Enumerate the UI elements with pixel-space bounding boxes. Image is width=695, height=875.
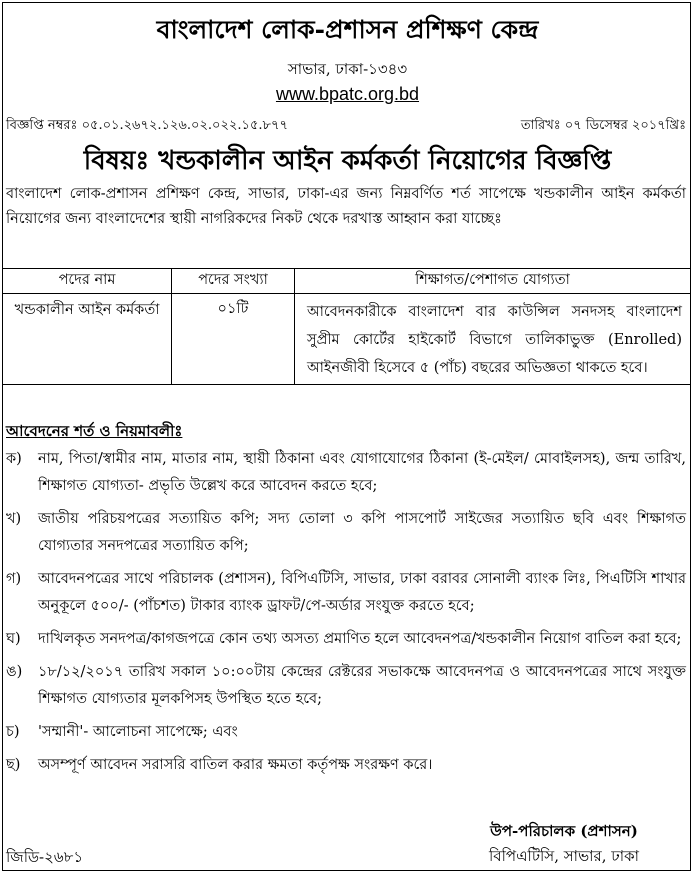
signatory-title: উপ-পরিচালক (প্রশাসন) [490,822,638,840]
signature-block [464,820,664,870]
signatory-org: বিপিএটিসি, সাভার, ঢাকা [489,847,639,865]
rule-text: অসম্পূর্ণ আবেদন সরাসরি বাতিল করার ক্ষমতা কর্তৃপক্ষ সংরক্ষণ করে। [38,757,433,773]
rule-marker: খ) [6,511,22,527]
post-count-cell: ০১টি [172,294,295,385]
post-name-cell: খন্ডকালীন আইন কর্মকর্তা [3,294,172,385]
rule-marker: ছ) [6,757,21,773]
org-name: বাংলাদেশ লোক-প্রশাসন প্রশিক্ষণ কেন্দ্র [156,15,539,44]
rule-text: নাম, পিতা/স্বামীর নাম, মাতার নাম, স্থায়ী ঠিকানা এবং যোগাযোগের ঠিকানা (ই-মেইল/ মোবাইলসহ), জন্ম তারিখ, শিক্ষাগত যোগ্যতা- প্রভৃতি উল্লেখ করে আবেদন করতে হবে; [38,451,686,494]
notice-date: তারিখঃ ০৭ ডিসেম্বর ২০১৭খ্রিঃ [520,118,686,133]
rule-text: 'সম্মানী'- আলোচনা সাপেক্ষে; এবং [38,724,238,740]
rule-marker: চ) [6,724,20,740]
list-item [6,626,686,653]
rules-list [6,446,686,785]
rule-marker: ক) [6,451,22,467]
rule-text: ১৮/১২/২০১৭ তারিখ সকাল ১০:০০টায় কেন্দ্রের রেক্টরের সভাকক্ষে আবেদনপত্র ও আবেদনপত্রের সাথে সংযুক্ত শিক্ষাগত যোগ্যতার মূলকপিসহ উপস্থিত হতে হবে; [38,664,686,707]
notice-subject: বিষয়ঃ খন্ডকালীন আইন কর্মকর্তা নিয়োগের বিজ্ঞপ্তি [83,146,612,176]
rule-marker: ঙ) [6,664,23,680]
table-header-row [3,269,691,294]
list-item [6,719,686,746]
list-item [6,506,686,560]
rule-text: জাতীয় পরিচয়পত্রের সত্যায়িত কপি; সদ্য তোলা ৩ কপি পাসপোর্ট সাইজের সত্যায়িত ছবি এবং শিক্ষাগত যোগ্যতার সনদপত্রের সত্যায়িত কপি; [38,511,686,554]
org-website-link[interactable]: www.bpatc.org.bd [275,84,420,104]
rule-text: দাখিলকৃত সনদপত্র/কাগজপত্রে কোন তথ্য অসত্য প্রমাণিত হলে আবেদনপত্র/খন্ডকালীন নিয়োগ বাতিল করা হবে; [38,631,682,647]
header-post-name: পদের নাম [3,269,172,294]
posts-table [2,268,691,385]
rule-text: আবেদনপত্রের সাথে পরিচালক (প্রশাসন), বিপিএটিসি, সাভার, ঢাকা বরাবর সোনালী ব্যাংক লিঃ, পিএটিসি শাখার অনুকূলে ৫০০/- (পাঁচশত) টাকার ব্যাংক ড্রাফট/পে-অর্ডার সংযুক্ত করতে হবে; [38,571,686,614]
dg-number: জিডি-২৬৮১ [6,848,84,866]
rule-marker: গ) [6,571,22,587]
org-address: সাভার, ঢাকা-১৩৪৩ [287,60,408,78]
list-item [6,446,686,500]
header-qualification: শিক্ষাগত/পেশাগত যোগ্যতা [295,269,691,294]
table-row [3,294,691,385]
rule-marker: ঘ) [6,631,21,647]
list-item [6,752,686,779]
rules-heading: আবেদনের শর্ত ও নিয়মাবলীঃ [6,422,183,440]
intro-paragraph: বাংলাদেশ লোক-প্রশাসন প্রশিক্ষণ কেন্দ্র, সাভার, ঢাকা-এর জন্য নিম্নবর্ণিত শর্ত সাপেক্ষে খন্ডকালীন আইন কর্মকর্তা নিয়োগের জন্য বাংলাদেশের স্থায়ী নাগরিকদের নিকট থেকে দরখাস্ত আহ্বান করা যাচ্ছেঃ [6,186,686,227]
qualification-cell: আবেদনকারীকে বাংলাদেশ বার কাউন্সিল সনদসহ বাংলাদেশ সুপ্রীম কোর্টের হাইকোর্ট বিভাগে তালিকাভুক্ত (Enrolled) আইনজীবী হিসেবে ৫ (পাঁচ) বছরের অভিজ্ঞতা থাকতে হবে। [295,294,691,385]
list-item [6,566,686,620]
notice-meta-row [6,116,686,137]
header-post-count: পদের সংখ্যা [172,269,295,294]
notice-number: বিজ্ঞপ্তি নম্বরঃ ০৫.০১.২৬৭২.১২৬.০২.০২২.১৫.৮৭৭ [6,118,288,133]
list-item [6,659,686,713]
